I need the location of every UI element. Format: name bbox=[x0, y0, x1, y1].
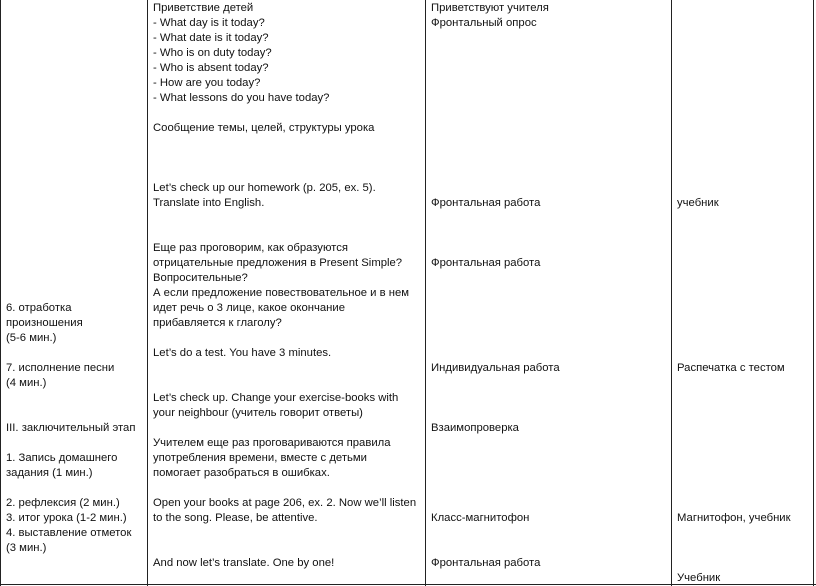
frontal-work-2: Фронтальная работа bbox=[431, 257, 541, 269]
step-1-line1: 1. Запись домашнего bbox=[6, 452, 118, 464]
class-recorder: Класс-магнитофон bbox=[431, 512, 530, 524]
homework-check-line1: Let’s check up our homework (p. 205, ex. 5). bbox=[153, 182, 376, 194]
material-test-printout: Распечатка с тестом bbox=[677, 362, 785, 374]
table-border-left bbox=[0, 0, 1, 586]
column-divider-3 bbox=[671, 0, 672, 586]
mutual-check: Взаимопроверка bbox=[431, 422, 519, 434]
rules-line2: употребления времени, вместе с детьми bbox=[153, 452, 367, 464]
song-instruction-line1: Open your books at page 206, ex. 2. Now we’ll listen bbox=[153, 497, 417, 509]
material-textbook-2: Учебник bbox=[677, 572, 721, 584]
step-4-line1: 4. выставление отметок bbox=[6, 527, 132, 539]
rules-line1: Учителем еще раз проговариваются правила bbox=[153, 437, 391, 449]
grammar-review-line6: прибавляется к глаголу? bbox=[153, 317, 282, 329]
step-1-line2: задания (1 мин.) bbox=[6, 467, 93, 479]
table-border-right bbox=[813, 0, 814, 586]
individual-work: Индивидуальная работа bbox=[431, 362, 560, 374]
question-6: - What lessons do you have today? bbox=[153, 92, 330, 104]
rules-line3: помогает разобраться в ошибках. bbox=[153, 467, 330, 479]
question-5: - How are you today? bbox=[153, 77, 261, 89]
stage-6-label-line1: 6. отработка bbox=[6, 302, 72, 314]
question-1: - What day is it today? bbox=[153, 17, 265, 29]
frontal-work-1: Фронтальная работа bbox=[431, 197, 541, 209]
homework-check-line2: Translate into English. bbox=[153, 197, 265, 209]
grammar-review-line5: идет речь о 3 лице, какое окончание bbox=[153, 302, 345, 314]
peer-check-line1: Let’s check up. Change your exercise-books with bbox=[153, 392, 399, 404]
final-stage-title: III. заключительный этап bbox=[6, 422, 136, 434]
material-textbook-1: учебник bbox=[677, 197, 719, 209]
frontal-survey: Фронтальный опрос bbox=[431, 17, 537, 29]
step-3: 3. итог урока (1-2 мин.) bbox=[6, 512, 127, 524]
question-4: - Who is absent today? bbox=[153, 62, 269, 74]
material-recorder-textbook: Магнитофон, учебник bbox=[677, 512, 791, 524]
grammar-review-line4: А если предложение повествовательное и в нем bbox=[153, 287, 410, 299]
column-divider-2 bbox=[425, 0, 426, 586]
stage-7-duration: (4 мин.) bbox=[6, 377, 47, 389]
test-instruction: Let’s do a test. You have 3 minutes. bbox=[153, 347, 332, 359]
question-3: - Who is on duty today? bbox=[153, 47, 272, 59]
grammar-review-line3: Вопросительные? bbox=[153, 272, 248, 284]
step-4-line2: (3 мин.) bbox=[6, 542, 47, 554]
song-instruction-line2: to the song. Please, be attentive. bbox=[153, 512, 318, 524]
grammar-review-line1: Еще раз проговорим, как образуются bbox=[153, 242, 348, 254]
greeting-text: Приветствие детей bbox=[153, 2, 254, 14]
stage-6-label-line2: произношения bbox=[6, 317, 83, 329]
topic-message: Сообщение темы, целей, структуры урока bbox=[153, 122, 375, 134]
greet-reply: Приветствуют учителя bbox=[431, 2, 549, 14]
peer-check-line2: your neighbour (учитель говорит ответы) bbox=[153, 407, 363, 419]
stage-6-duration: (5-6 мин.) bbox=[6, 332, 57, 344]
question-2: - What date is it today? bbox=[153, 32, 269, 44]
frontal-work-3: Фронтальная работа bbox=[431, 557, 541, 569]
stage-7-label: 7. исполнение песни bbox=[6, 362, 115, 374]
column-divider-1 bbox=[147, 0, 148, 586]
grammar-review-line2: отрицательные предложения в Present Simple? bbox=[153, 257, 403, 269]
step-2: 2. рефлексия (2 мин.) bbox=[6, 497, 120, 509]
translate-instruction: And now let’s translate. One by one! bbox=[153, 557, 335, 569]
